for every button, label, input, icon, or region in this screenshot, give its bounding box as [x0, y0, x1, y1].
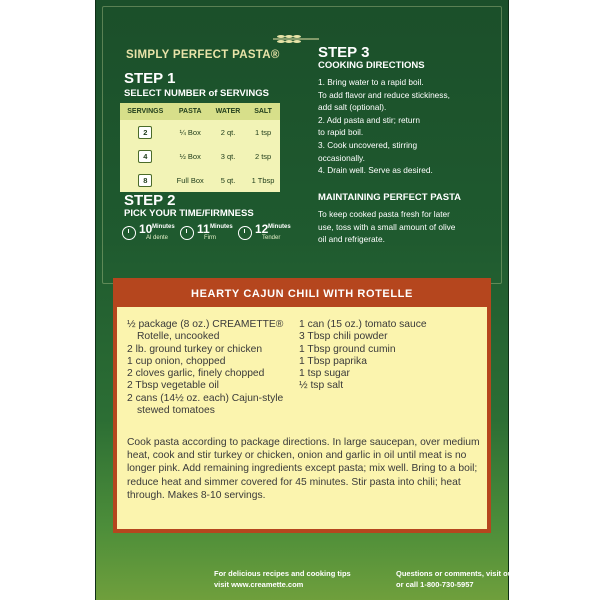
time-minutes: 12: [255, 222, 269, 236]
time-firmness: Tender: [262, 235, 281, 241]
time-minutes: 10: [139, 222, 153, 236]
col-pasta: PASTA: [171, 103, 210, 120]
time-firmness: Firm: [204, 235, 216, 241]
direction-line: 1. Bring water to a rapid boil.: [318, 77, 424, 87]
water-amount: 2 qt.: [220, 127, 236, 137]
ingredient-item: 2 Tbsp vegetable oil: [127, 380, 219, 392]
direction-line: occasionally.: [318, 152, 365, 163]
step2-subheading: PICK YOUR TIME/FIRMNESS: [124, 208, 254, 219]
phone-number: or call 1-800-730-5957: [396, 580, 474, 589]
table-row: [120, 144, 280, 168]
recipe-method: Cook pasta according to package directions. In large saucepan, over medium heat, cook and stir turkey or chicken, onion and garlic in oil until meat is no longer pink. Add remaining ingredients except pasta; mix well. Bring to a boil; reduce heat and simmer covered for 45 minutes. Stir pasta into chili; heat through. Makes 8-10 servings.: [127, 437, 480, 501]
pasta-amount: Full Box: [176, 175, 204, 185]
step3-heading: STEP 3: [318, 44, 370, 61]
salt-amount: 1 tsp: [254, 127, 272, 137]
direction-line: 3. Cook uncovered, stirring: [318, 139, 418, 150]
ingredient-item: 1 tsp sugar: [299, 368, 350, 380]
ingredient-item: ½ package (8 oz.) CREAMETTE®: [127, 319, 284, 330]
time-option-firm: [180, 222, 240, 246]
ingredient-item: 1 Tbsp ground cumin: [299, 343, 396, 355]
direction-line: 2. Add pasta and stir; return: [318, 114, 420, 125]
ingredient-item: 3 Tbsp chili powder: [299, 331, 388, 343]
recipe-title: HEARTY CAJUN CHILI WITH ROTELLE: [117, 282, 487, 307]
ingredient-item: Rotelle, uncooked: [137, 331, 220, 343]
time-firmness: Al dente: [146, 235, 169, 241]
brand-title: SIMPLY PERFECT PASTA®: [126, 49, 280, 61]
ingredient-item: 2 cloves garlic, finely chopped: [127, 368, 265, 380]
time-unit: Minutes: [210, 224, 233, 230]
step3-subheading: COOKING DIRECTIONS: [318, 60, 425, 71]
ingredient-item: 1 can (15 oz.) tomato sauce: [299, 319, 427, 330]
time-unit: Minutes: [152, 224, 175, 230]
water-amount: 3 qt.: [220, 151, 236, 161]
servings-count: 2: [138, 126, 152, 139]
ingredient-item: 2 lb. ground turkey or chicken: [127, 343, 263, 355]
cooking-directions: [318, 76, 498, 177]
website-link[interactable]: visit www.creamette.com: [214, 580, 304, 589]
ingredient-item: ½ tsp salt: [299, 380, 344, 392]
servings-count: 4: [138, 150, 152, 163]
clock-icon: [122, 226, 136, 240]
ingredients-left: [127, 319, 297, 417]
direction-line: 4. Drain well. Serve as desired.: [318, 165, 433, 176]
col-salt: SALT: [246, 103, 280, 120]
pasta-amount: ½ Box: [179, 151, 201, 161]
maintain-text: [318, 208, 498, 246]
salt-amount: 1 Tbsp: [251, 175, 275, 185]
table-row: [120, 168, 280, 192]
time-option-tender: [238, 222, 298, 246]
step2-heading: STEP 2: [124, 192, 176, 209]
table-row: [120, 120, 280, 144]
ingredient-item: 1 Tbsp paprika: [299, 355, 367, 367]
maintain-heading: MAINTAINING PERFECT PASTA: [318, 192, 462, 203]
servings-table: [120, 103, 280, 192]
salt-amount: 2 tsp: [254, 151, 272, 161]
direction-line: to rapid boil.: [318, 127, 364, 138]
recipe-card: [113, 278, 491, 533]
servings-table-header: [120, 103, 280, 120]
servings-count: 8: [138, 174, 152, 187]
time-unit: Minutes: [268, 224, 291, 230]
footer-website-note: For delicious recipes and cooking tips visit www.creamette.com: [214, 568, 384, 590]
clock-icon: [180, 226, 194, 240]
ingredient-item: stewed tomatoes: [137, 405, 215, 417]
direction-line: add salt (optional).: [318, 102, 387, 113]
ingredients-right: [299, 319, 479, 393]
direction-line: To add flavor and reduce stickiness,: [318, 89, 450, 100]
col-servings: SERVINGS: [120, 103, 171, 120]
col-water: WATER: [210, 103, 246, 120]
step1-subheading: SELECT NUMBER of SERVINGS: [124, 88, 269, 99]
ingredient-item: 2 cans (14½ oz. each) Cajun-style: [127, 392, 284, 404]
cook-time-options: [122, 222, 302, 246]
clock-icon: [238, 226, 252, 240]
maintain-line: oil and refrigerate.: [318, 234, 385, 245]
ingredient-item: 1 cup onion, chopped: [127, 355, 226, 367]
footer-contact-note: Questions or comments, visit our web site or call 1-800-730-5957: [396, 568, 596, 590]
maintain-line: To keep cooked pasta fresh for later: [318, 209, 450, 219]
maintain-line: use, toss with a small amount of olive: [318, 221, 456, 232]
pasta-amount: ¼ Box: [179, 127, 201, 137]
time-option-al-dente: [122, 222, 182, 246]
step1-heading: STEP 1: [124, 70, 176, 87]
time-minutes: 11: [197, 222, 210, 236]
wheat-ornament-icon: [271, 33, 321, 45]
water-amount: 5 qt.: [220, 175, 236, 185]
